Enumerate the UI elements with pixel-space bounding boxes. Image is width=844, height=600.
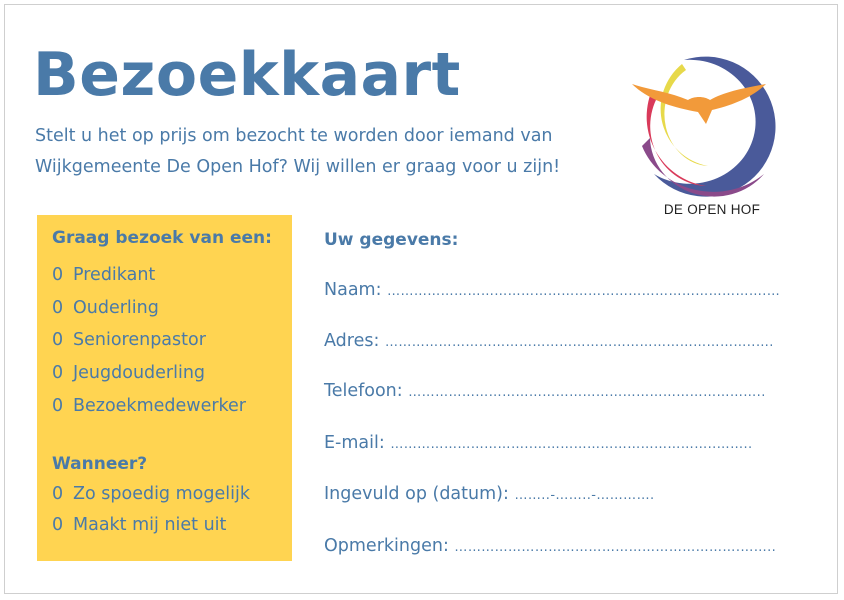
checkbox-marker: 0 bbox=[52, 363, 64, 383]
checkbox-marker: 0 bbox=[52, 484, 64, 504]
checkbox-marker: 0 bbox=[52, 330, 64, 350]
option-zo-spoedig[interactable] bbox=[52, 484, 250, 504]
option-label: Ouderling bbox=[73, 298, 159, 318]
option-label: Bezoekmedewerker bbox=[73, 396, 247, 416]
option-label: Jeugdouderling bbox=[73, 363, 206, 383]
open-hof-logo bbox=[612, 34, 812, 234]
option-predikant[interactable] bbox=[52, 265, 155, 285]
intro-line-1: Stelt u het op prijs om bezocht te worden door iemand van bbox=[35, 126, 553, 146]
logo-text: DE OPEN HOF bbox=[663, 202, 761, 217]
fill-line: ……..-……..-…………. bbox=[514, 488, 655, 503]
field-email[interactable] bbox=[324, 433, 753, 453]
field-datum[interactable] bbox=[324, 484, 655, 504]
page-title: Bezoekkaart bbox=[33, 40, 461, 110]
option-label: Zo spoedig mogelijk bbox=[73, 484, 250, 504]
option-label: Maakt mij niet uit bbox=[73, 515, 227, 535]
checkbox-marker: 0 bbox=[52, 298, 64, 318]
fill-line: …………………………………………………………………….. bbox=[408, 385, 766, 400]
field-naam[interactable] bbox=[324, 280, 780, 300]
fill-line: ………………………………………………………………………..…. bbox=[384, 335, 774, 350]
fill-line: ………………………………………………………………………….… bbox=[387, 284, 781, 299]
field-label: Adres: bbox=[324, 331, 380, 351]
field-opmerkingen[interactable] bbox=[324, 536, 776, 556]
visit-heading: Graag bezoek van een: bbox=[52, 228, 272, 248]
option-ouderling[interactable] bbox=[52, 298, 159, 318]
intro-line-2: Wijkgemeente De Open Hof? Wij willen er graag voor u zijn! bbox=[35, 157, 561, 177]
option-label: Seniorenpastor bbox=[73, 330, 206, 350]
field-label: Opmerkingen: bbox=[324, 536, 449, 556]
field-label: Naam: bbox=[324, 280, 382, 300]
option-maakt-niet-uit[interactable] bbox=[52, 515, 226, 535]
option-label: Predikant bbox=[73, 265, 156, 285]
when-heading: Wanneer? bbox=[52, 454, 148, 474]
form-heading: Uw gegevens: bbox=[324, 230, 459, 250]
field-label: Telefoon: bbox=[324, 381, 403, 401]
field-adres[interactable] bbox=[324, 331, 774, 351]
checkbox-marker: 0 bbox=[52, 515, 64, 535]
fill-line: ……………………………………………………….…….. bbox=[454, 540, 777, 555]
option-seniorenpastor[interactable] bbox=[52, 330, 206, 350]
field-label: E-mail: bbox=[324, 433, 385, 453]
checkbox-marker: 0 bbox=[52, 396, 64, 416]
field-label: Ingevuld op (datum): bbox=[324, 484, 509, 504]
fill-line: …………………………..…………………………………..…….. bbox=[390, 437, 753, 452]
option-bezoekmedewerker[interactable] bbox=[52, 396, 246, 416]
checkbox-marker: 0 bbox=[52, 265, 64, 285]
option-jeugdouderling[interactable] bbox=[52, 363, 205, 383]
visit-request-panel bbox=[37, 215, 292, 561]
intro-text bbox=[35, 121, 595, 183]
field-telefoon[interactable] bbox=[324, 381, 766, 401]
